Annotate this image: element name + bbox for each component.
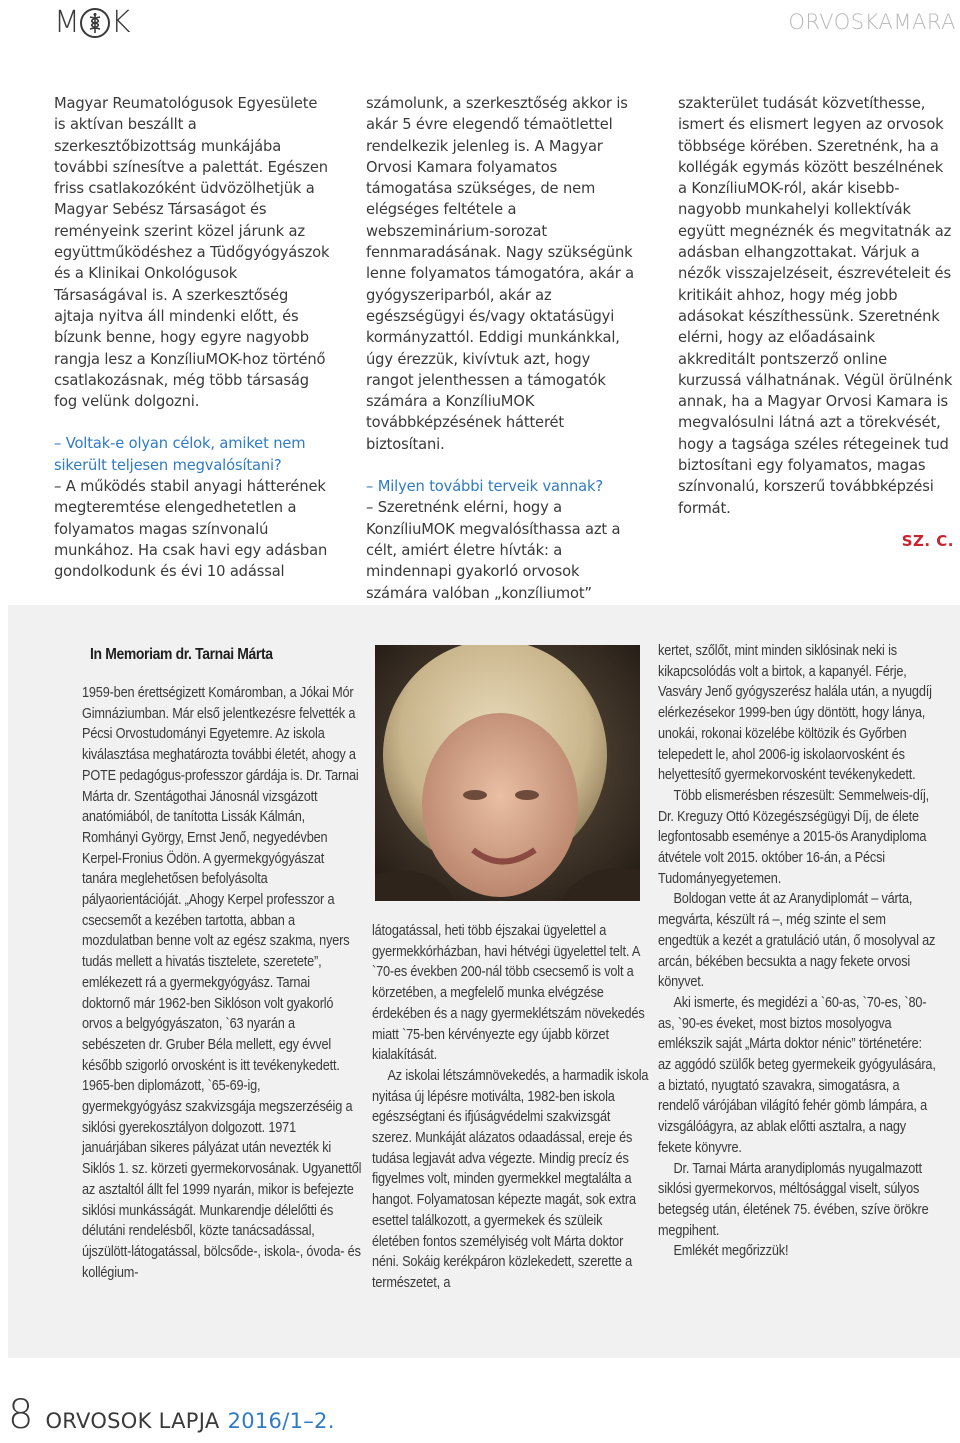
- memoriam-paragraph: Emlékét megőrizzük!: [673, 1243, 789, 1260]
- article-paragraph: szakterület tudását közvetíthesse, ismert és elismert legyen az orvosok többsége körében. Szeretnénk, ha a kollégák egymás között beszélnének a KonzíliuMOK-ról, akár kisebb-nagyobb munkahelyi kollektívák együtt megnéznék és megvitatnák az adásban elhangzottakat. Várjuk a nézők visszajelzéseit, észrevételeit és kritikáit ahhoz, hogy még jobb adásokat készíthessünk. Szeretnénk elérni, hogy az előadásaink akkreditált pontszerző online kurzussá válhatnának. Végül örülnénk annak, ha a Magyar Orvosi Kamara is megvalósulni látná azt a törekvését, hogy a tagsága széles rétegeinek tud biztosítani egy folyamatos, magas színvonalú, korszerű továbbképzési formát.: [678, 95, 953, 517]
- article-paragraph: Magyar Reumatológusok Egyesülete is aktívan beszállt a szerkesztőbizottság munkájába további színesítve a palettát. Egészen friss csatlakozóként üdvözölhetjük a Magyar Sebész Társaságot és reményeink szerint közel járunk az együttműködéshez a Tüdőgyógyászok és a Klinikai Onkológusok Társaságával is. A szerkesztőség ajtaja nyitva áll mindenki előtt, és bízunk benne, hogy egyre nagyobb rangja lesz a KonzíliuMOK-hoz történő csatlakozásnak, még több társaság fog velünk dolgozni.: [54, 95, 330, 411]
- in-memoriam-box: [8, 605, 960, 1358]
- article-column-3: [678, 93, 954, 625]
- interview-question: – Milyen további terveik vannak?: [366, 478, 604, 496]
- publication-name: ORVOSOK LAPJA: [45, 1409, 220, 1433]
- article-paragraph: – Szeretnénk elérni, hogy a KonzíliuMOK megvalósíthassa azt a célt, amiért életre hívták: a mindennapi gyakorló orvosok számára valóban „konzíliumot”: [366, 499, 621, 602]
- memoriam-paragraph: Dr. Tarnai Márta aranydiplomás nyugalmazott siklósi gyermekorvos, méltósággal viselt, súlyos betegség után, életének 75. évében, szíve örökre megpihent.: [658, 1160, 929, 1239]
- memoriam-paragraph: kertet, szőlőt, mint minden siklósinak neki is kikapcsolódás volt a birtok, a kapanyél. Férje, Vasváry Jenő gyógyszerész halála után, a nyugdíj elérkezésekor 1999-ben úgy döntött, hogy lánya, unokái, rokonai közelébe költözik és Győrben telepedett le, ahol 2006-ig iskolaorvosként és helyettesítő gyermekorvosként tevékenykedett.: [658, 643, 932, 784]
- logo-letter-k: K: [110, 5, 130, 40]
- portrait-image: [375, 645, 640, 901]
- memoriam-paragraph: Boldogan vette át az Aranydiplomát – vártа, megvárta, készült rá –, még szinte el sem engedtük a kezét a gratuláció után, ő mosolyval az arcán, békében becsukta a nagy fekete orvosi könyvet.: [658, 891, 936, 991]
- mok-logo: [54, 6, 130, 40]
- article-paragraph: – A működés stabil anyagi hátterének megteremtése elengedhetetlen a folyamatos magas színvonalú munkához. Ha csak havi egy adásban gondolkodunk és évi 10 adással: [54, 478, 328, 581]
- interview-question: – Voltak-e olyan célok, amiket nem sikerült teljesen megvalósítani?: [54, 435, 306, 474]
- memoriam-title: In Memoriam dr. Tarnai Márta: [90, 646, 273, 663]
- article-paragraph: számolunk, a szerkesztőség akkor is akár 5 évre elegendő témaötlettel rendelkezik jelenleg is. A Magyar Orvosi Kamara folyamatos támogatása szükséges, de nem elégséges feltétele a webszeminárium-sorozat fennmaradásának. Nagy szükségünk lenne folyamatos támogatóra, akár a gyógyszeriparból, akár az egészségügyi és/vagy oktatásügyi kormányzattól. Eddigi munkánkkal, úgy érezzük, kivívtuk azt, hogy rangot jelenthessen a támogatók számára a KonzíliuMOK továbbképzésének hátterét biztosítani.: [366, 95, 634, 453]
- page-number: 8: [8, 1392, 34, 1438]
- memoriam-paragraph: Több elismerésben részesült: Semmelweis-díj, Dr. Kreguzy Ottó Közegészségügyi Díj, de élete legfontosabb eseménye a 2015-ös Aranydiploma átvétele volt 2015. október 16-án, a Pécsi Tudományegyetemen.: [658, 787, 930, 887]
- section-title: ORVOSKAMARA: [788, 10, 956, 34]
- memoriam-paragraph: Aki ismerte, és megidézi a `60-as, `70-es, `80-as, `90-es éveket, most biztos mosolyogva emlékszik saját „Márta doktor néniс” történetére: az aggódó szülők beteg gyermekeik gyógyulására, a biztató, nyugtató szavakra, simogatásra, a rendelő várójában világító fehér gömb lámpára, a vizsgálóágyra, az ablak előtti asztalra, a nagy fekete könyvre.: [658, 994, 936, 1156]
- caduceus-icon-svg: [85, 12, 105, 34]
- logo-letter-m: M: [54, 5, 79, 40]
- memoriam-paragraph: Az iskolai létszámnövekedés, a harmadik iskola nyitása új lépésre motiválta, 1982-ben iskola egészségtani és ifjúságvédelmi szakvizsgát szerez. Munkáját alázatos odaadással, ereje és tudása legjavát adva végezte. Mindig precíz és figyelmes volt, minden gyermekkel megtalálta a hangot. Folyamatosan képezte magát, sok extra esettel találkozott, a gyermekek és szüleik életében fontos személyiség volt Márta doktor néni. Sokáig kerékpáron közlekedett, szerette a természetet, a: [372, 1067, 649, 1291]
- article-column-2: [366, 93, 642, 625]
- article-column-1: [54, 93, 330, 625]
- article-columns: [54, 93, 954, 625]
- memoriam-paragraph: 1959-ben érettségizett Komáromban, a Jókai Mór Gimnáziumban. Már első jelentkezésre felvették a Pécsi Orvostudományi Egyetemre. Az iskola kiválasztása meghatározta további életét, ahogy a POTE pedagógus-professzor gárdája is. Dr. Tarnai Márta dr. Szentágothai Jánosnál vizsgázott anatómiából, de tanította Lissák Kálmán, Romhányi György, Ernst Jenő, negyedévben Kerpel-Fronius Ödön. A gyermekgyógyászat tanára meglehetősen befolyásolta pályaorientációját. „Ahogy Kerpel professzor a csecsemőt a kezében tartotta, abban a mozdulatban benne volt az egész szakma, nyers tudás mellett a hivatás tisztelete, szeretete”, emlékezett rá a gyermekgyógyász. Tarnai doktornő már 1962-ben Siklóson volt gyakorló orvos a belgyógyászaton, `63 nyarán a sebészeten dr. Gruber Béla mellett, egy évvel később szigorló orvosként is itt tevékenykedett. 1965-ben diplomázott, `65-69-ig, gyermekgyógyász szakvizsgája megszerzéséig a siklósi gyerekosztályon dolgozott. 1971 januárjában sikeres pályázat után nevezték ki Siklós 1. sz. körzeti gyermekorvosának. Ugyanettől az asztaltól állt fel 1999 nyarán, mikor is befejezte siklósi munkásságát. Munkarendje délelőtti és délutáni rendelésből, közte tanácsadással, újszülött-látogatással, bölcsőde-, iskola-, óvoda- és kollégium-: [82, 685, 362, 1281]
- memoriam-column-1: [82, 683, 362, 1283]
- memoriam-paragraph: látogatással, heti több éjszakai ügyelettel a gyermekkórházban, havi hétvégi ügyelettel telt. A `70-es években 200-nál több csecsemő is volt a körzetében, a megfelelő munka elvégzése érdekében és a nagy gyermeklétszám növekedés miatt `75-ben kérvényezte egy újabb körzet kialakítását.: [372, 923, 645, 1064]
- memoriam-column-2: [372, 921, 652, 1294]
- author-signature: SZ. C.: [901, 531, 954, 550]
- caduceus-icon: [80, 8, 110, 38]
- issue-number: 2016/1–2.: [227, 1409, 335, 1433]
- portrait-photo: [375, 645, 640, 901]
- page-footer: [8, 1392, 335, 1439]
- memoriam-column-3: [658, 641, 938, 1262]
